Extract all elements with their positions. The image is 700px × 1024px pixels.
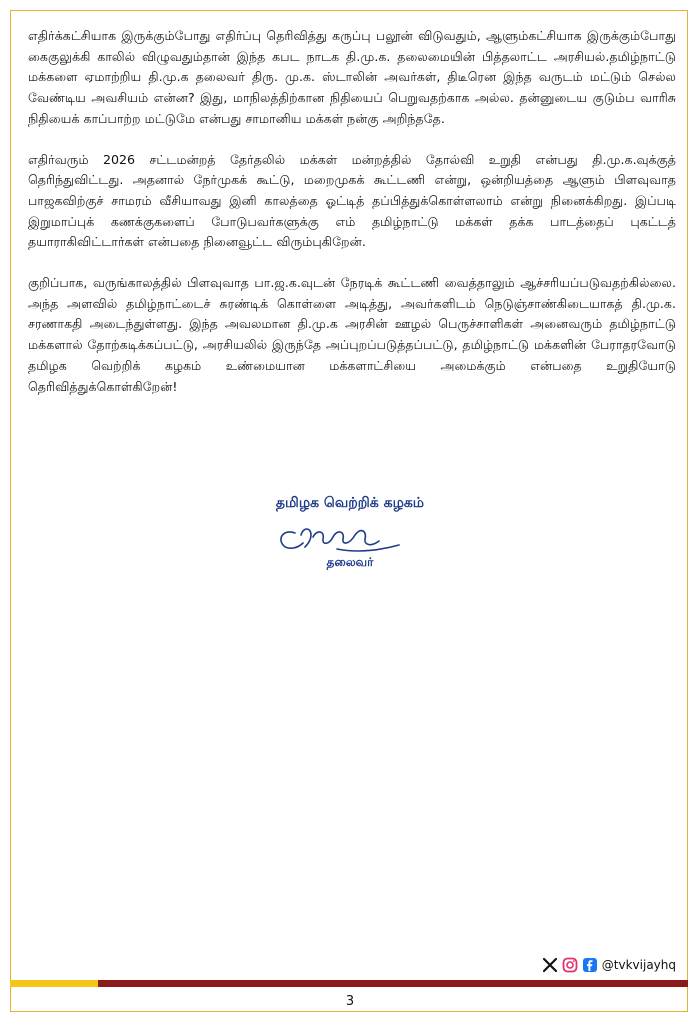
paragraph-2: எதிர்வரும் 2026 சட்டமன்றத் தேர்தலில் மக்கள் மன்றத்தில் தோல்வி உறுதி என்பது தி.மு.க.வுக்குத் தெரிந்துவிட்டது. அதனால் நேர்முகக் கூட்டு, மறைமுகக் கூட்டணி என்று, ஒன்றியத்தை ஆளும் பிளவுவாத பாஜகவிற்குச் சாமரம் வீசியாவது இனி காலத்தை ஓட்டித் தப்பித்துக்கொள்ளலாம் என்று நினைக்கிறது. இப்படி இறுமாப்புக் கணக்குகளைப் போடுபவர்களுக்கு எம் தமிழ்நாட்டு மக்கள் தக்க பாடத்தைப் புகட்டத் தயாராகிவிட்டார்கள் என்பதை நினைவூட்ட விரும்புகிறேன். [28,151,676,250]
paragraph-3: குறிப்பாக, வருங்காலத்தில் பிளவுவாத பா.ஜ.க.வுடன் நேரடிக் கூட்டணி வைத்தாலும் ஆச்சரியப்படுவதற்கில்லை. அந்த அளவில் தமிழ்நாட்டைச் சுரண்டிக் கொள்ளை அடித்து, அவர்களிடம் நெடுஞ்சாண்கிடையாகத் தி.மு.க. சரணாகதி அடைந்துள்ளது. இந்த அவலமான தி.மு.க அரசின் ஊழல் பெருச்சாளிகள் அனைவரும் தமிழ்நாட்டு மக்களால் தோற்கடிக்கப்பட்டு, அரசியலில் இருந்தே அப்புறப்படுத்தப்பட்டு, தமிழ்நாட்டு மக்களின் பேராதரவோடு தமிழக வெற்றிக் கழகம் உண்மையான மக்களாட்சியை அமைக்கும் என்பதை உறுதியோடு தெரிவித்துக்கொள்கிறேன்! [28,275,676,394]
signature-image [267,519,417,559]
signatory-title: தலைவர் [326,555,374,569]
footer-bar [10,980,688,987]
facebook-icon[interactable] [582,957,598,973]
letter-body [28,26,676,417]
page-number: 3 [345,994,355,1009]
social-handles [542,955,676,975]
paragraph-1: எதிர்க்கட்சியாக இருக்கும்போது எதிர்ப்பு தெரிவித்து கருப்பு பலூன் விடுவதும், ஆளும்கட்சியாக இருக்கும்போது கைகுலுக்கி காலில் விழுவதும்தான் இந்த கபட நாடக தி.மு.க. தலைமையின் பித்தலாட்ட அரசியல்.தமிழ்நாட்டு மக்களை ஏமாற்றிய தி.மு.க தலைவர் திரு. மு.க. ஸ்டாலின் அவர்கள், திடீரென இந்த வருடம் மட்டும் செல்ல வேண்டிய அவசியம் என்ன? இது, மாநிலத்திற்கான நிதியைப் பெறுவதற்காக அல்ல. தன்னுடைய குடும்ப வாரிசு நிதியைக் காப்பாற்ற மட்டுமே என்பது சாமானிய மக்கள் நன்கு அறிந்ததே. [28,28,676,126]
party-name: தமிழக வெற்றிக் கழகம் [275,495,425,511]
footer-bar-red [98,980,688,987]
footer-bar-yellow [10,980,98,987]
signature-block [225,493,475,583]
social-handle[interactable]: @tvkvijayhq [601,958,676,972]
x-icon[interactable] [542,957,558,973]
instagram-icon[interactable] [562,957,578,973]
